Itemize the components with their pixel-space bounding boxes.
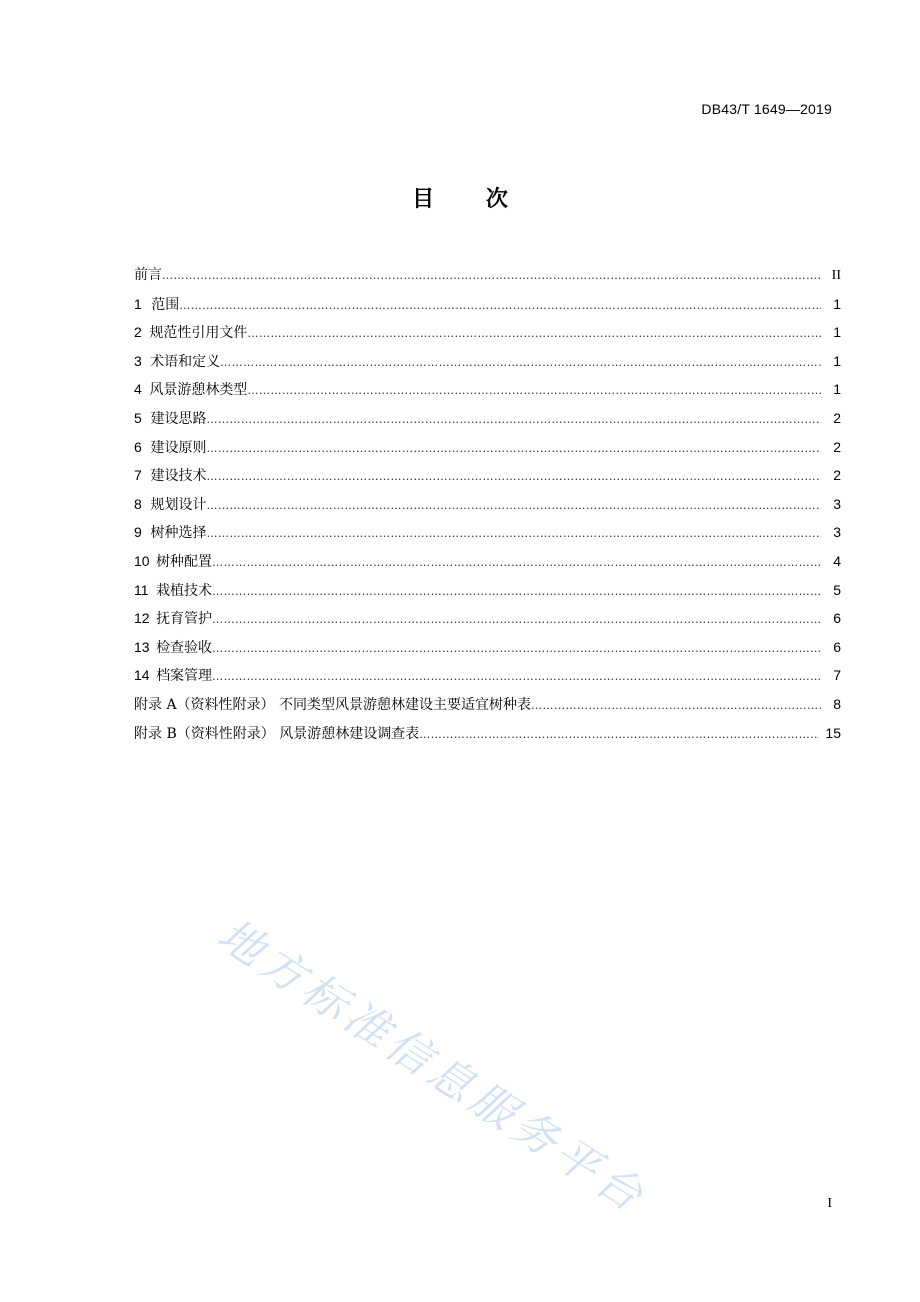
toc-entry-number: 2	[134, 324, 142, 341]
toc-entry-page: 6	[833, 610, 841, 627]
toc-dot-leader	[220, 349, 821, 378]
toc-entry-appendix-b[interactable]	[134, 719, 841, 748]
toc-entry-label: 规划设计	[150, 496, 207, 513]
toc-entry[interactable]	[134, 290, 841, 319]
toc-entry-page: 3	[833, 524, 841, 541]
toc-entry[interactable]	[134, 604, 841, 633]
toc-entry[interactable]	[134, 433, 841, 462]
page-number: I	[827, 1196, 832, 1211]
toc-entry[interactable]	[134, 347, 841, 376]
toc-entry-label: 前言	[134, 267, 162, 283]
toc-entry-label: 树种配置	[156, 553, 213, 570]
toc-entry[interactable]	[134, 404, 841, 433]
toc-dot-leader	[247, 320, 821, 349]
document-code: DB43/T 1649—2019	[701, 101, 832, 117]
toc-dot-leader	[247, 377, 821, 406]
toc-dot-leader	[212, 606, 821, 635]
toc-entry-number: 11	[134, 581, 149, 598]
toc-entry-label: 规范性引用文件	[149, 325, 248, 342]
toc-dot-leader	[531, 692, 821, 721]
toc-dot-leader	[207, 520, 821, 549]
toc-entry-page: 2	[833, 409, 841, 426]
toc-dot-leader	[419, 721, 819, 750]
toc-dot-leader	[207, 463, 821, 492]
toc-entry-page: 6	[833, 638, 841, 655]
toc-dot-leader	[212, 549, 821, 578]
toc-entry[interactable]	[134, 661, 841, 690]
toc-entry-number: 12	[134, 610, 150, 627]
toc-entry-label: 档案管理	[156, 668, 213, 685]
toc-entry-page: 15	[825, 724, 841, 741]
toc-entry-page: 5	[833, 581, 841, 598]
toc-entry[interactable]	[134, 375, 841, 404]
toc-entry-page: II	[831, 268, 841, 283]
toc-entry-label: 术语和定义	[150, 353, 221, 370]
toc-entry-number: 3	[134, 352, 142, 369]
toc-dot-leader	[207, 435, 821, 464]
toc-dot-leader	[162, 262, 821, 291]
toc-entry-label: 检查验收	[156, 639, 213, 656]
toc-entry-page: 7	[833, 667, 841, 684]
toc-entry[interactable]	[134, 576, 841, 605]
toc-entry-number: 5	[134, 409, 142, 426]
toc-dot-leader	[212, 635, 821, 664]
toc-entry-number: 4	[134, 381, 142, 398]
toc-entry[interactable]	[134, 547, 841, 576]
toc-entry-label: 栽植技术	[156, 582, 213, 599]
toc-entry[interactable]	[134, 261, 841, 290]
toc-entry-label: 范围	[151, 296, 180, 313]
toc-entry-number: 1	[134, 295, 142, 312]
toc-entry-page: 1	[833, 324, 841, 341]
toc-entry[interactable]	[134, 318, 841, 347]
toc-entry-page: 3	[833, 495, 841, 512]
toc-entry-label: 风景游憩林类型	[149, 382, 248, 399]
toc-entry-label: 建设思路	[150, 410, 207, 427]
toc-dot-leader	[212, 663, 821, 692]
toc-entry-page: 8	[833, 695, 841, 712]
toc-dot-leader	[207, 492, 821, 521]
toc-list	[134, 261, 841, 747]
toc-entry[interactable]	[134, 461, 841, 490]
toc-dot-leader	[207, 406, 821, 435]
toc-entry-page: 1	[833, 352, 841, 369]
toc-entry[interactable]	[134, 633, 841, 662]
toc-entry-label: 建设原则	[150, 439, 207, 456]
toc-entry-number: 6	[134, 438, 142, 455]
toc-entry-number: 10	[134, 552, 150, 569]
toc-entry[interactable]	[134, 490, 841, 519]
toc-entry-page: 1	[833, 381, 841, 398]
toc-entry-number: 13	[134, 638, 150, 655]
toc-title: 目 次	[412, 187, 508, 212]
toc-entry-page: 1	[833, 295, 841, 312]
toc-dot-leader	[212, 578, 821, 607]
toc-entry-page: 2	[833, 467, 841, 484]
toc-entry-label: 抚育管护	[156, 611, 213, 628]
toc-entry-number: 9	[134, 524, 142, 541]
watermark-text: 地方标准信息服务平台	[208, 909, 656, 1225]
toc-entry-number: 14	[134, 667, 150, 684]
toc-entry-number: 7	[134, 467, 142, 484]
toc-dot-leader	[179, 292, 821, 321]
toc-entry-label: 附录 B（资料性附录） 风景游憩林建设调查表	[134, 725, 420, 742]
toc-entry-number: 8	[134, 495, 142, 512]
toc-entry-label: 树种选择	[150, 525, 207, 542]
toc-entry[interactable]	[134, 518, 841, 547]
toc-entry-label: 附录 A（资料性附录） 不同类型风景游憩林建设主要适宜树种表	[134, 696, 532, 713]
toc-entry-appendix-a[interactable]	[134, 690, 841, 719]
toc-entry-page: 2	[833, 438, 841, 455]
toc-entry-page: 4	[833, 552, 841, 569]
toc-entry-label: 建设技术	[150, 468, 207, 485]
